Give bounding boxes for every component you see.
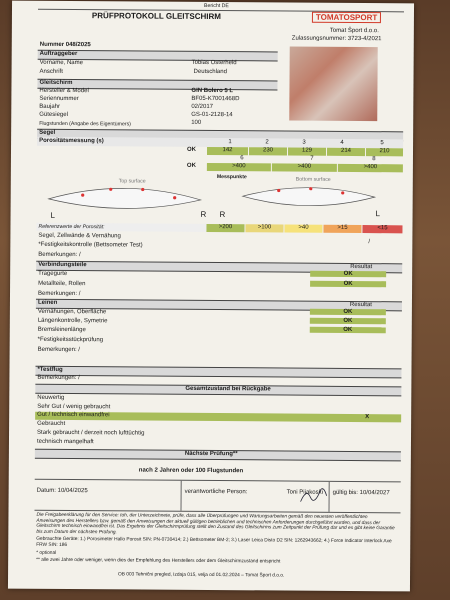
equipment-note: Gebrauchte Geräte: 1.) Porosimeter Hallo Porosit SIN: PN-0730414; 2.) Bettsometer BM-2; 3.) Laser Leica Disto D2 SIN: 1262943662; 4.) Force Indicator Interlock Axe FRW SIN: 186	[36, 536, 392, 548]
bottom-surface-label: Bottom surface	[295, 176, 331, 183]
form-footer: OB 003 Tehnični pregled, Izdaja 015, velja od 01.02.2024 – Tomat Šport d.o.o.	[118, 572, 285, 579]
porosity-value: 210	[366, 148, 403, 156]
signature	[299, 486, 329, 506]
lines-check3-result: OK	[310, 327, 386, 334]
reference-value: >15	[323, 225, 361, 233]
connectors-heading: Verbindungsteile	[38, 261, 87, 269]
condition-option: Gebraucht	[37, 420, 66, 427]
approval-number: Zulassungsnummer: 3723-4/2021	[291, 35, 382, 43]
diagram-right-marker: R	[219, 210, 226, 220]
porosity-value: 129	[288, 148, 326, 156]
porosity-col: 3	[302, 139, 306, 146]
glider-seal-label: Gütesiegel	[39, 111, 68, 118]
diagram-left-marker: L	[375, 209, 381, 219]
glider-maker-label: Hersteller & Model	[39, 87, 89, 95]
glider-serial-label: Seriennummer	[39, 95, 79, 103]
inspection-date: Datum: 10/04/2025	[36, 487, 88, 495]
porosity-col: 7	[310, 155, 314, 162]
seams-label: Segel, Zellwände & Vernähung	[38, 232, 121, 240]
reference-value: >200	[206, 224, 244, 232]
page-title: PRÜFPROTOKOLL GLEITSCHIRM	[91, 11, 222, 22]
owner-address-value: Deutschland	[193, 68, 227, 76]
porosity-value: >400	[272, 163, 337, 171]
condition-option: technisch mangelhaft	[36, 438, 94, 446]
reference-value: >100	[245, 224, 283, 232]
sail-heading: Segel	[39, 129, 56, 136]
brand-logo: TOMATOSPORT	[312, 12, 381, 23]
metal-parts-label: Metallteile, Rollen	[38, 280, 86, 288]
risers-label: Tragegurte	[38, 270, 68, 277]
wing-top-diagram	[45, 181, 205, 216]
inspection-report-sheet	[8, 1, 414, 592]
lines-result-header: Resultat	[349, 301, 372, 309]
porosity-ok: OK	[186, 146, 197, 153]
sail-remarks: Bemerkungen: /	[38, 251, 81, 259]
connectors-remarks: Bemerkungen: /	[37, 290, 81, 298]
risers-result: OK	[310, 271, 386, 278]
lines-check1-label: Vernähungen, Oberfläche	[37, 308, 107, 316]
glider-maker-value: GIN Bolero 5 L	[191, 87, 234, 95]
glider-hours-value: 100	[191, 119, 202, 126]
release-statement: Die Freigabeerklärung für den Service: toh, der Unterzeichnete, prüfe, dass alle Überprüfungen und Wartungsarbeiten gemäß den neuesten veröffentlichten Anweisungen des Herstellers bzw. gemäß den Anweisungen der aktuell gültigen betrieblichen und technischen Anforderungen durchgeführt wurden, und dass der Gleitschirm technisch einwandfrei ist. Das Ergebnis der Gleitschirmprüfung stellt den Zustand des Gleitschirms zum Zeitpunkt der Prüfung dar und es gibt keine Garantie bis zum Datum der nächsten Prüfung.	[36, 512, 395, 536]
porosity-value: 214	[327, 148, 365, 156]
overall-heading: Gesamtzustand bei Rückgabe	[185, 385, 271, 393]
glider-year-value: 02/2017	[191, 103, 214, 111]
porosity-col: 4	[340, 139, 344, 146]
owner-name-value: Tobias Osterheld	[191, 59, 237, 67]
next-inspection-text: nach 2 Jahren oder 100 Flugstunden	[138, 467, 244, 475]
wing-bottom-diagram	[239, 180, 379, 215]
report-number: Nummer 048/2025	[39, 41, 91, 49]
lines-check2-label: Längenkontrolle, Symetrie	[37, 317, 108, 325]
porosity-col: 8	[372, 156, 376, 163]
top-surface-label: Top surface	[118, 178, 146, 185]
glider-seal-value: GS-01-2128-14	[191, 111, 233, 119]
reference-value: >40	[284, 225, 322, 233]
porosity-value: 142	[207, 147, 248, 155]
company-name: Tomat Šport d.o.o.	[329, 27, 379, 35]
porosity-col: 1	[228, 139, 232, 146]
lines-check4-label: *Festigkeitsstückprüfung	[37, 336, 104, 344]
condition-mark: X	[365, 414, 370, 421]
diagram-left-marker: L	[50, 210, 56, 220]
next-inspection-heading: Nächste Prüfung**	[184, 450, 238, 458]
strength-label: *Festigkeitskontrolle (Bettsometer Test)	[38, 241, 143, 249]
lines-heading: Leinen	[37, 299, 58, 306]
responsible-person-label: verantwortliche Person:	[184, 488, 248, 496]
glider-hours-label: Flugstunden (Angabe des Eigentümers)	[39, 120, 131, 128]
reference-label: Referenzwerte der Porosität:	[38, 223, 105, 231]
measurement-points-label: Messpunkte	[216, 174, 247, 181]
lines-check1-result: OK	[310, 309, 386, 316]
responsible-person-value: Toni Pijakoski	[286, 489, 324, 496]
glider-heading: Gleitschirm	[39, 79, 73, 87]
porosity-value: 230	[249, 147, 287, 155]
condition-option: Neuwertig	[37, 394, 65, 401]
porosity-value: >400	[207, 163, 271, 171]
lines-remarks: Bemerkungen: /	[37, 346, 80, 354]
glider-photo	[289, 47, 378, 122]
diagram-right-marker: R	[200, 209, 207, 219]
condition-option: Sehr Gut / wenig gebraucht	[37, 403, 111, 411]
porosity-ok: OK	[186, 162, 196, 169]
seams-value: /	[368, 239, 371, 246]
porosity-value: >400	[338, 164, 403, 172]
optional-note: * optional	[36, 550, 57, 556]
porosity-col: 2	[265, 139, 269, 146]
valid-until: gültig bis: 10/04/2027	[332, 489, 390, 497]
condition-option: Stark gebraucht / derzeit noch lufttüchtig	[37, 429, 145, 437]
owner-name-label: Vorname, Name	[39, 59, 84, 67]
report-language-label: Bericht DE	[204, 2, 229, 10]
glider-serial-value: BF05-K7001468D	[191, 95, 240, 103]
reference-value: <15	[362, 225, 402, 233]
condition-option-selected: Gut / technisch einwandfrei	[37, 411, 110, 419]
testflight-heading: *Testflug	[37, 366, 63, 373]
interval-note: ** alle zwei Jahre oder weniger, wenn dies der Empfehlung des Herstellers oder dem Gleitschirmzustand entspricht	[36, 557, 281, 565]
lines-check3-label: Bremsleinenlänge	[37, 326, 86, 334]
owner-address-label: Anschrift	[39, 68, 63, 75]
metal-parts-result: OK	[310, 281, 386, 288]
connectors-result-header: Resultat	[350, 263, 373, 271]
porosity-col: 5	[380, 140, 384, 147]
owner-heading: Auftraggeber	[39, 50, 78, 58]
lines-check2-result: OK	[310, 318, 386, 325]
porosity-label: Porositätsmessung (s)	[39, 137, 104, 145]
porosity-col: 6	[240, 155, 244, 162]
glider-year-label: Baujahr	[39, 103, 61, 110]
testflight-remarks: Bemerkungen: /	[37, 374, 80, 382]
